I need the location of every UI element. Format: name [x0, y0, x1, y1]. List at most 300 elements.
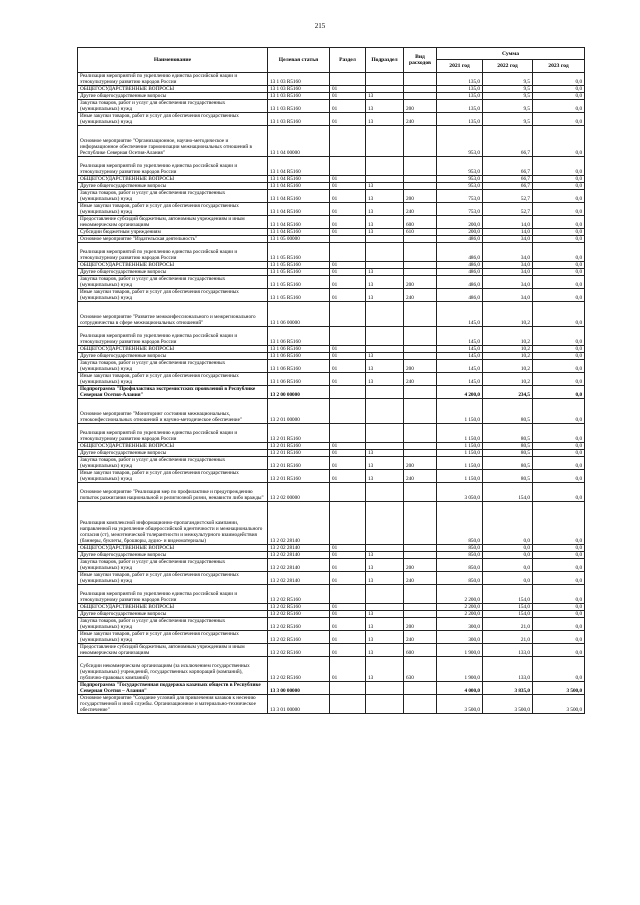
table-row [78, 176, 585, 183]
cell-subsection [366, 302, 404, 327]
cell-expense-type: 240 [404, 572, 437, 585]
cell-2022: 10,2 [483, 373, 533, 386]
cell-name: Реализация мероприятий по укреплению единства российской нации и этнокультурному развитию народов России [78, 243, 268, 262]
cell-name: Другие общегосударственные вопросы [78, 552, 268, 559]
cell-subsection [366, 399, 404, 424]
cell-section: 01 [330, 346, 366, 353]
table-row [78, 276, 585, 289]
cell-expense-type [404, 502, 437, 545]
cell-section: 01 [330, 604, 366, 611]
cell-name: Реализация комплексной информационно-пропагандистской кампании, направленной на укрепление общероссийской идентичности и межнационального согласия (ст), межэтнической толерантности и межкультурного взаимодействия (баннеры, буклеты, брошюры, аудио- и видеоматериалы) [78, 502, 268, 545]
cell-target: 13 1 05 R5160 [268, 269, 330, 276]
cell-section: 01 [330, 113, 366, 126]
cell-target: 13 1 04 R5160 [268, 203, 330, 216]
cell-2022: 133,0 [483, 644, 533, 657]
cell-2022: 14,0 [483, 229, 533, 236]
cell-expense-type [404, 93, 437, 100]
cell-name: Подпрограмма "Профилактика экстремистских проявлений в Республике Северная Осетия-Алания" [78, 386, 268, 399]
cell-target: 13 1 04 R5160 [268, 157, 330, 176]
cell-name: Другие общегосударственные вопросы [78, 611, 268, 618]
cell-2022: 34,0 [483, 276, 533, 289]
cell-expense-type: 200 [404, 100, 437, 113]
cell-name: Реализация мероприятий по укреплению единства российской нации и этнокультурному развитию народов России [78, 157, 268, 176]
header-section: Раздел [330, 48, 366, 73]
cell-expense-type [404, 353, 437, 360]
cell-2021: 2 200,0 [437, 604, 483, 611]
cell-target: 13 2 02 28140 [268, 502, 330, 545]
cell-2022: 10,2 [483, 302, 533, 327]
cell-subsection: 13 [366, 216, 404, 229]
cell-name: ОБЩЕГОСУДАРСТВЕННЫЕ ВОПРОСЫ [78, 443, 268, 450]
cell-2023: 0,0 [533, 113, 585, 126]
cell-subsection [366, 502, 404, 545]
cell-expense-type [404, 585, 437, 604]
cell-expense-type: 240 [404, 289, 437, 302]
cell-target: 13 2 01 00000 [268, 399, 330, 424]
cell-2023: 0,0 [533, 360, 585, 373]
cell-2021: 3 050,0 [437, 483, 483, 502]
cell-2023: 0,0 [533, 386, 585, 399]
cell-2021: 2 200,0 [437, 611, 483, 618]
table-row [78, 236, 585, 243]
table-row [78, 559, 585, 572]
cell-2021: 486,0 [437, 289, 483, 302]
cell-target: 13 2 02 R5160 [268, 604, 330, 611]
cell-name: Иные закупки товаров, работ и услуг для обеспечения государственных (муниципальных) нужд [78, 631, 268, 644]
header-subsection: Подраздел [366, 48, 404, 73]
cell-2023: 0,0 [533, 176, 585, 183]
cell-2022: 80,5 [483, 424, 533, 443]
cell-expense-type [404, 386, 437, 399]
cell-name: Реализация мероприятий по укреплению единства российской нации и этнокультурному развитию народов России [78, 327, 268, 346]
cell-expense-type [404, 552, 437, 559]
cell-2021: 486,0 [437, 276, 483, 289]
cell-2023: 0,0 [533, 73, 585, 86]
cell-expense-type [404, 86, 437, 93]
cell-subsection: 13 [366, 113, 404, 126]
cell-subsection [366, 604, 404, 611]
table-row [78, 262, 585, 269]
cell-2021: 1 150,0 [437, 399, 483, 424]
cell-name: Другие общегосударственные вопросы [78, 353, 268, 360]
cell-subsection [366, 262, 404, 269]
cell-subsection [366, 243, 404, 262]
cell-target: 13 1 05 R5160 [268, 289, 330, 302]
cell-2022: 9,5 [483, 86, 533, 93]
cell-target: 13 2 01 R5160 [268, 457, 330, 470]
cell-2021: 850,0 [437, 552, 483, 559]
cell-name: Субсидии бюджетным учреждениям [78, 229, 268, 236]
cell-2022: 0,0 [483, 502, 533, 545]
cell-subsection: 13 [366, 644, 404, 657]
cell-2022: 34,0 [483, 269, 533, 276]
cell-2023: 0,0 [533, 502, 585, 545]
table-row [78, 373, 585, 386]
cell-2023: 0,0 [533, 327, 585, 346]
cell-target: 13 2 01 R5160 [268, 470, 330, 483]
cell-2023: 0,0 [533, 483, 585, 502]
table-body [78, 73, 585, 714]
cell-target: 13 2 02 R5160 [268, 618, 330, 631]
cell-2023: 0,0 [533, 373, 585, 386]
cell-expense-type: 240 [404, 203, 437, 216]
cell-2021: 135,0 [437, 100, 483, 113]
cell-2021: 300,0 [437, 618, 483, 631]
table-row [78, 86, 585, 93]
cell-2023: 0,0 [533, 236, 585, 243]
cell-target: 13 1 06 R5160 [268, 360, 330, 373]
cell-2021: 135,0 [437, 93, 483, 100]
cell-subsection: 13 [366, 572, 404, 585]
cell-2023: 0,0 [533, 470, 585, 483]
cell-2021: 953,0 [437, 126, 483, 157]
cell-expense-type: 240 [404, 631, 437, 644]
table-row [78, 93, 585, 100]
cell-2023: 0,0 [533, 611, 585, 618]
cell-2023: 0,0 [533, 552, 585, 559]
cell-2021: 850,0 [437, 545, 483, 552]
cell-target: 13 1 03 R5160 [268, 100, 330, 113]
cell-section: 01 [330, 190, 366, 203]
cell-section: 01 [330, 657, 366, 682]
cell-2022: 3 500,0 [483, 695, 533, 714]
cell-2021: 300,0 [437, 631, 483, 644]
cell-2021: 486,0 [437, 269, 483, 276]
cell-target: 13 1 06 R5160 [268, 327, 330, 346]
cell-expense-type [404, 157, 437, 176]
cell-section [330, 502, 366, 545]
table-row [78, 203, 585, 216]
cell-expense-type: 200 [404, 618, 437, 631]
cell-2023: 0,0 [533, 276, 585, 289]
cell-name: Закупка товаров, работ и услуг для обеспечения государственных (муниципальных) нужд [78, 559, 268, 572]
cell-subsection: 13 [366, 183, 404, 190]
table-row [78, 289, 585, 302]
cell-section: 01 [330, 276, 366, 289]
cell-2022: 80,5 [483, 443, 533, 450]
cell-subsection [366, 585, 404, 604]
table-row [78, 353, 585, 360]
cell-expense-type: 240 [404, 113, 437, 126]
cell-2023: 0,0 [533, 585, 585, 604]
cell-subsection: 13 [366, 618, 404, 631]
cell-2021: 953,0 [437, 157, 483, 176]
cell-2023: 3 500,0 [533, 695, 585, 714]
cell-subsection: 13 [366, 373, 404, 386]
cell-name: Основное мероприятие "Организационное, научно-методическое и информационное обеспечение гармонизации межнациональных отношений в Республике Северная Осетия-Алания" [78, 126, 268, 157]
cell-subsection [366, 73, 404, 86]
cell-2022: 0,0 [483, 572, 533, 585]
cell-target: 13 1 03 R5160 [268, 86, 330, 93]
cell-target: 13 2 02 28140 [268, 559, 330, 572]
cell-subsection [366, 86, 404, 93]
cell-target: 13 1 04 R5160 [268, 229, 330, 236]
cell-subsection: 13 [366, 360, 404, 373]
cell-target: 13 2 02 R5160 [268, 611, 330, 618]
cell-expense-type: 200 [404, 190, 437, 203]
cell-name: ОБЩЕГОСУДАРСТВЕННЫЕ ВОПРОСЫ [78, 176, 268, 183]
cell-2021: 145,0 [437, 373, 483, 386]
cell-name: Закупка товаров, работ и услуг для обеспечения государственных (муниципальных) нужд [78, 360, 268, 373]
cell-name: Основное мероприятие "Развитие межконфессионального и межрегионального сотрудничества в сфере межнациональных отношений" [78, 302, 268, 327]
cell-2021: 135,0 [437, 73, 483, 86]
cell-name: Основное мероприятие "Создание условий для привлечения казаков к несению государственной и иной службы. Организационное и материально-техническое обеспечение" [78, 695, 268, 714]
cell-subsection: 13 [366, 552, 404, 559]
table-row [78, 470, 585, 483]
cell-2022: 52,7 [483, 190, 533, 203]
header-name: Наименование [78, 48, 268, 73]
header-target: Целевая статья [268, 48, 330, 73]
cell-2022: 9,5 [483, 73, 533, 86]
cell-name: Другие общегосударственные вопросы [78, 269, 268, 276]
cell-target: 13 1 03 R5160 [268, 93, 330, 100]
table-row [78, 644, 585, 657]
cell-2022: 154,0 [483, 483, 533, 502]
cell-name: Иные закупки товаров, работ и услуг для обеспечения государственных (муниципальных) нужд [78, 289, 268, 302]
cell-expense-type [404, 695, 437, 714]
cell-2023: 0,0 [533, 604, 585, 611]
table-row [78, 572, 585, 585]
table-row [78, 126, 585, 157]
cell-name: Иные закупки товаров, работ и услуг для обеспечения государственных (муниципальных) нужд [78, 373, 268, 386]
cell-subsection: 13 [366, 631, 404, 644]
cell-2021: 1 150,0 [437, 450, 483, 457]
cell-2022: 14,0 [483, 216, 533, 229]
table-row [78, 216, 585, 229]
cell-section: 01 [330, 611, 366, 618]
cell-2023: 0,0 [533, 618, 585, 631]
table-row [78, 483, 585, 502]
cell-2022: 80,5 [483, 399, 533, 424]
cell-target: 13 1 03 R5160 [268, 113, 330, 126]
cell-expense-type [404, 604, 437, 611]
table-row [78, 183, 585, 190]
cell-2021: 4 000,0 [437, 682, 483, 695]
cell-target: 13 1 04 00000 [268, 126, 330, 157]
cell-target: 13 2 00 00000 [268, 386, 330, 399]
header-expense-type: Вид расходов [404, 48, 437, 73]
cell-2023: 0,0 [533, 399, 585, 424]
cell-2022: 21,0 [483, 631, 533, 644]
cell-2022: 234,5 [483, 386, 533, 399]
cell-expense-type: 600 [404, 216, 437, 229]
cell-subsection: 13 [366, 276, 404, 289]
cell-section: 01 [330, 353, 366, 360]
cell-2021: 145,0 [437, 302, 483, 327]
cell-target: 13 1 05 R5160 [268, 243, 330, 262]
cell-2022: 154,0 [483, 604, 533, 611]
cell-expense-type [404, 236, 437, 243]
cell-2022: 34,0 [483, 243, 533, 262]
header-year-2021: 2021 год [437, 60, 483, 73]
cell-subsection: 13 [366, 289, 404, 302]
cell-subsection [366, 126, 404, 157]
cell-section: 01 [330, 644, 366, 657]
cell-2022: 3 835,0 [483, 682, 533, 695]
cell-target: 13 2 01 R5160 [268, 450, 330, 457]
cell-expense-type [404, 424, 437, 443]
cell-name: Основное мероприятие "Реализация мер по профилактике и предупреждению попыток разжигания национальной и религиозной розни, ненависти либо вражды" [78, 483, 268, 502]
cell-name: Закупка товаров, работ и услуг для обеспечения государственных (муниципальных) нужд [78, 190, 268, 203]
cell-section [330, 157, 366, 176]
cell-2021: 850,0 [437, 572, 483, 585]
budget-table [77, 47, 585, 714]
cell-2022: 34,0 [483, 262, 533, 269]
cell-2021: 953,0 [437, 183, 483, 190]
cell-section: 01 [330, 100, 366, 113]
cell-2023: 0,0 [533, 269, 585, 276]
cell-2022: 154,0 [483, 611, 533, 618]
table-row [78, 443, 585, 450]
cell-target: 13 1 04 R5160 [268, 190, 330, 203]
cell-target: 13 2 01 R5160 [268, 443, 330, 450]
cell-section: 01 [330, 269, 366, 276]
cell-2023: 3 500,0 [533, 682, 585, 695]
cell-section: 01 [330, 360, 366, 373]
cell-expense-type [404, 399, 437, 424]
cell-2021: 850,0 [437, 502, 483, 545]
cell-expense-type: 610 [404, 229, 437, 236]
cell-expense-type [404, 443, 437, 450]
cell-2022: 52,7 [483, 203, 533, 216]
cell-expense-type [404, 269, 437, 276]
cell-target: 13 1 06 00000 [268, 302, 330, 327]
cell-target: 13 2 02 R5160 [268, 657, 330, 682]
cell-section: 01 [330, 545, 366, 552]
cell-2023: 0,0 [533, 457, 585, 470]
table-row [78, 386, 585, 399]
cell-section: 01 [330, 229, 366, 236]
cell-2022: 21,0 [483, 618, 533, 631]
cell-expense-type [404, 346, 437, 353]
cell-2023: 0,0 [533, 572, 585, 585]
cell-expense-type: 200 [404, 457, 437, 470]
cell-expense-type: 240 [404, 373, 437, 386]
cell-2023: 0,0 [533, 243, 585, 262]
cell-2021: 200,0 [437, 229, 483, 236]
cell-2021: 1 150,0 [437, 470, 483, 483]
table-row [78, 327, 585, 346]
cell-2022: 10,2 [483, 360, 533, 373]
table-row [78, 73, 585, 86]
cell-expense-type [404, 611, 437, 618]
cell-2021: 135,0 [437, 113, 483, 126]
table-row [78, 552, 585, 559]
cell-name: Подпрограмма "Государственная поддержка казачьих обществ в Республике Северная Осетия – Алания" [78, 682, 268, 695]
cell-name: Иные закупки товаров, работ и услуг для обеспечения государственных (муниципальных) нужд [78, 470, 268, 483]
cell-name: Другие общегосударственные вопросы [78, 183, 268, 190]
cell-2022: 9,5 [483, 93, 533, 100]
cell-section: 01 [330, 631, 366, 644]
table-row [78, 302, 585, 327]
cell-2022: 133,0 [483, 657, 533, 682]
cell-section [330, 585, 366, 604]
table-row [78, 113, 585, 126]
cell-name: Предоставление субсидий бюджетным, автономным учреждениям и иным некоммерческим организациям [78, 216, 268, 229]
cell-target: 13 1 06 R5160 [268, 346, 330, 353]
cell-2021: 3 500,0 [437, 695, 483, 714]
cell-subsection [366, 176, 404, 183]
cell-2023: 0,0 [533, 203, 585, 216]
cell-expense-type [404, 73, 437, 86]
cell-section: 01 [330, 552, 366, 559]
cell-section: 01 [330, 572, 366, 585]
cell-subsection: 13 [366, 269, 404, 276]
cell-expense-type [404, 682, 437, 695]
cell-2021: 200,0 [437, 216, 483, 229]
cell-section: 01 [330, 450, 366, 457]
cell-2021: 1 150,0 [437, 443, 483, 450]
cell-subsection [366, 236, 404, 243]
page-number: 215 [314, 22, 326, 30]
cell-2022: 154,0 [483, 585, 533, 604]
cell-2023: 0,0 [533, 93, 585, 100]
cell-target: 13 1 06 R5160 [268, 353, 330, 360]
cell-expense-type [404, 450, 437, 457]
header-sum: Сумма [437, 48, 585, 60]
cell-name: Иные закупки товаров, работ и услуг для обеспечения государственных (муниципальных) нужд [78, 113, 268, 126]
cell-name: ОБЩЕГОСУДАРСТВЕННЫЕ ВОПРОСЫ [78, 545, 268, 552]
cell-subsection [366, 682, 404, 695]
cell-target: 13 2 02 R5160 [268, 644, 330, 657]
cell-2023: 0,0 [533, 657, 585, 682]
table-row [78, 618, 585, 631]
cell-name: Закупка товаров, работ и услуг для обеспечения государственных (муниципальных) нужд [78, 100, 268, 113]
cell-section: 01 [330, 203, 366, 216]
cell-2021: 145,0 [437, 327, 483, 346]
cell-2023: 0,0 [533, 100, 585, 113]
cell-section: 01 [330, 183, 366, 190]
cell-subsection [366, 483, 404, 502]
cell-2023: 0,0 [533, 644, 585, 657]
cell-subsection: 13 [366, 657, 404, 682]
cell-subsection [366, 327, 404, 346]
cell-expense-type [404, 243, 437, 262]
cell-2022: 0,0 [483, 559, 533, 572]
cell-expense-type: 240 [404, 470, 437, 483]
cell-section: 01 [330, 86, 366, 93]
cell-2022: 34,0 [483, 236, 533, 243]
cell-expense-type [404, 545, 437, 552]
cell-subsection [366, 157, 404, 176]
cell-subsection: 13 [366, 559, 404, 572]
cell-2021: 486,0 [437, 262, 483, 269]
cell-2022: 0,0 [483, 552, 533, 559]
cell-name: ОБЩЕГОСУДАРСТВЕННЫЕ ВОПРОСЫ [78, 262, 268, 269]
table-row [78, 100, 585, 113]
cell-2023: 0,0 [533, 262, 585, 269]
header-year-2023: 2023 год [533, 60, 585, 73]
cell-name: Субсидии некоммерческим организациям (за исключением государственных (муниципальных) учреждений, государственных корпораций (компаний), публично-правовых компаний) [78, 657, 268, 682]
cell-subsection: 13 [366, 93, 404, 100]
cell-2022: 66,7 [483, 183, 533, 190]
cell-name: Иные закупки товаров, работ и услуг для обеспечения государственных (муниципальных) нужд [78, 572, 268, 585]
cell-expense-type [404, 483, 437, 502]
table-row [78, 545, 585, 552]
cell-2021: 850,0 [437, 559, 483, 572]
cell-target: 13 3 00 00000 [268, 682, 330, 695]
cell-name: Другие общегосударственные вопросы [78, 450, 268, 457]
table-row [78, 611, 585, 618]
cell-subsection: 13 [366, 229, 404, 236]
cell-subsection [366, 424, 404, 443]
cell-2022: 0,0 [483, 545, 533, 552]
cell-section [330, 399, 366, 424]
cell-section [330, 126, 366, 157]
cell-expense-type: 200 [404, 360, 437, 373]
cell-2022: 10,2 [483, 353, 533, 360]
cell-section [330, 386, 366, 399]
